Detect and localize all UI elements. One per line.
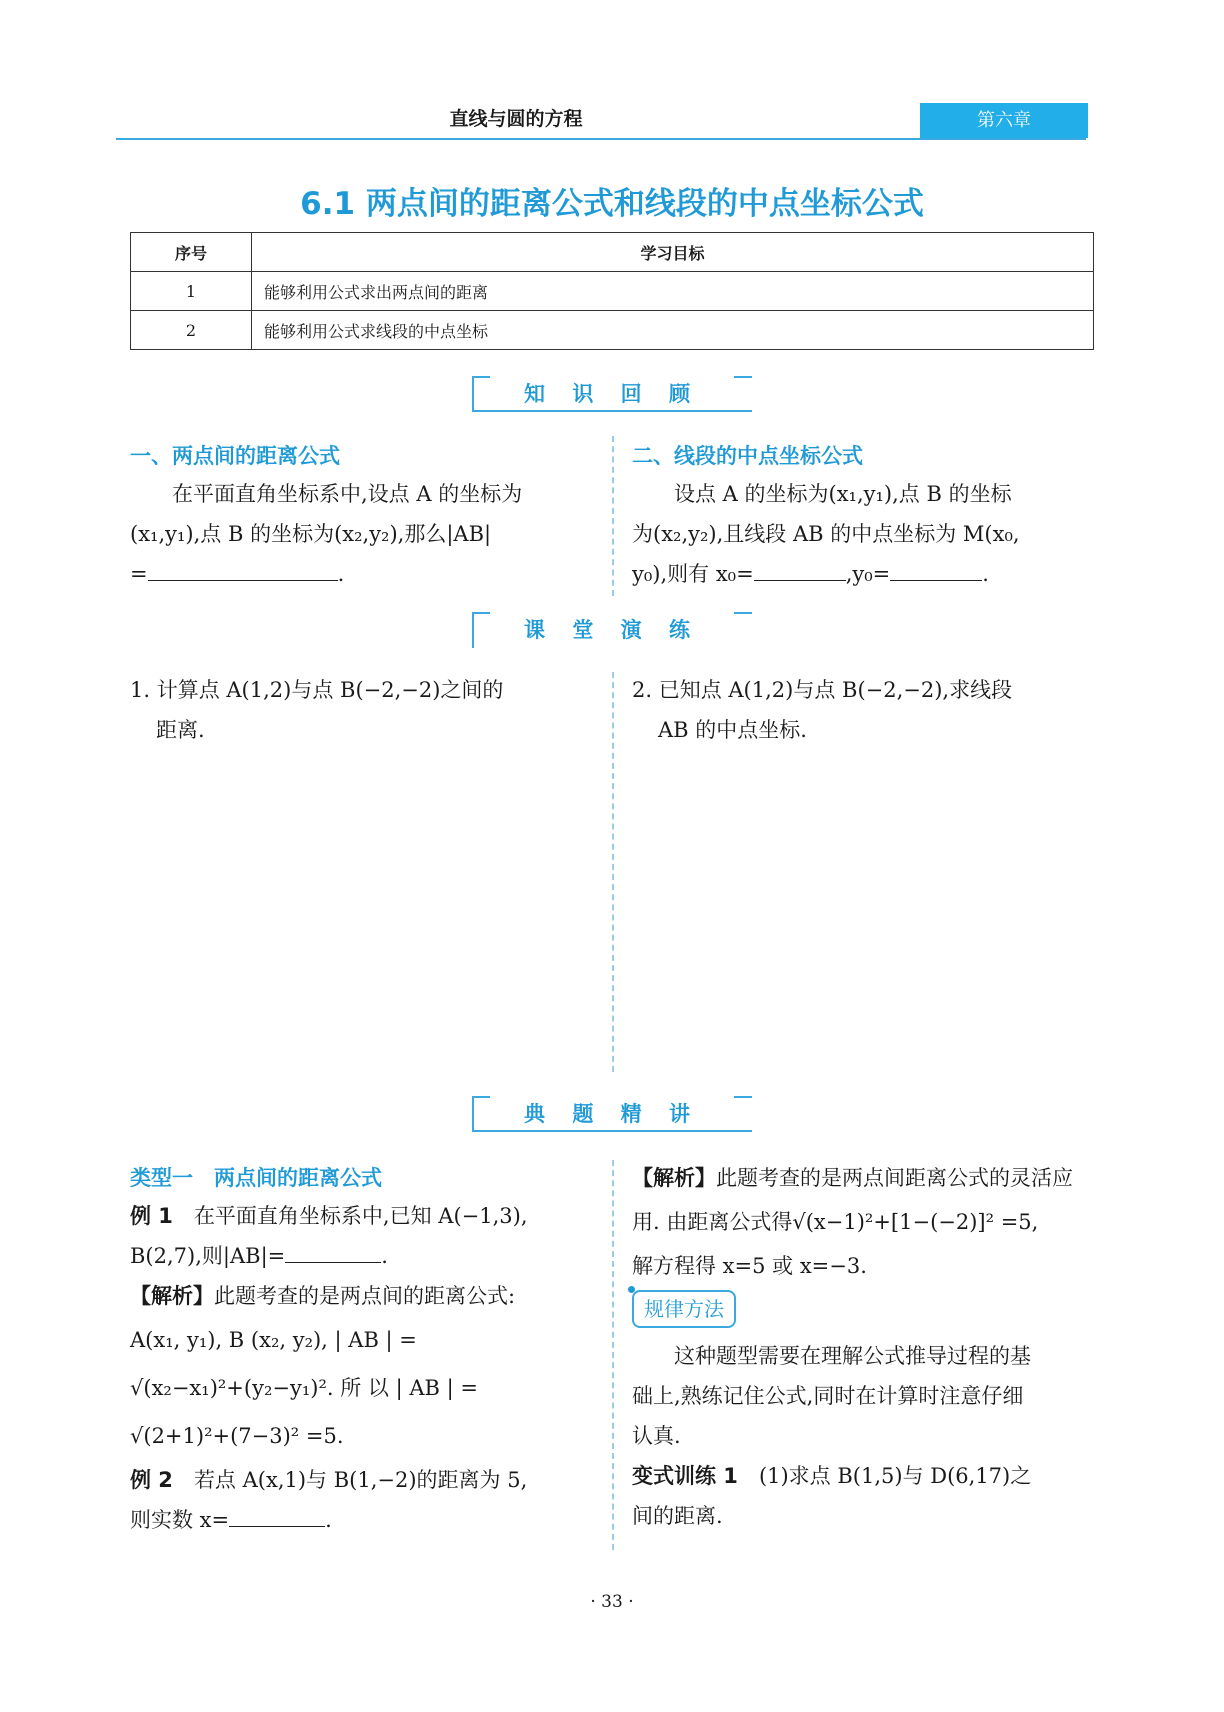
text-line: ,y₀= (845, 562, 891, 586)
answer-blank[interactable] (890, 554, 982, 581)
text-line: 这种题型需要在理解公式推导过程的基 (674, 1344, 1031, 1368)
analysis-label: 【解析】 (632, 1166, 716, 1190)
section-banner-label: 课 堂 演 练 (524, 618, 700, 642)
text-line: √(x₂−x₁)²+(y₂−y₁)². 所 以 | AB | = (130, 1376, 478, 1400)
example-label: 例 2 (130, 1468, 173, 1492)
text-line: AB 的中点坐标. (658, 718, 807, 742)
text-line: = (130, 562, 148, 586)
review-heading-midpoint: 二、线段的中点坐标公式 (632, 444, 863, 468)
text-line: 为(x₂,y₂),且线段 AB 的中点坐标为 M(x₀, (632, 522, 1020, 546)
column-header-goal: 学习目标 (252, 233, 1094, 272)
answer-blank[interactable] (148, 554, 338, 581)
rule-method-text (632, 1336, 1102, 1536)
text-line: 此题考查的是两点间的距离公式: (214, 1284, 516, 1308)
answer-blank[interactable] (285, 1236, 381, 1263)
text-line: y₀),则有 x₀= (632, 562, 754, 586)
text-line: 在平面直角坐标系中,已知 A(−1,3), (193, 1204, 528, 1228)
running-header-title: 直线与圆的方程 (449, 108, 583, 130)
section-banner-label: 典 题 精 讲 (524, 1102, 700, 1126)
column-divider (612, 436, 614, 596)
text-line: 设点 A 的坐标为(x₁,y₁),点 B 的坐标 (674, 482, 1012, 506)
table-row (131, 311, 1094, 350)
review-midpoint-text: 设点 A 的坐标为(x₁,y₁),点 B 的坐标 为(x₂,y₂),且线段 AB 的中点坐标为 M(x₀, y₀),则有 x₀= ,y₀= . (632, 482, 1020, 586)
text-line: 2. 已知点 A(1,2)与点 B(−2,−2),求线段 (632, 678, 1013, 702)
analysis-label: 【解析】 (130, 1284, 214, 1308)
answer-blank[interactable] (754, 554, 846, 581)
example-1: 例 1 在平面直角坐标系中,已知 A(−1,3), B(2,7),则|AB|= . 【解析】此题考查的是两点间的距离公式: A(x₁, y₁), B (x₂, y₂), | AB | = √(x₂−x₁)²+(y₂−y₁)². 所 以 | AB | = √(2+1)²+(7−3)² =5. 例 2 若点 A(x,1)与 B(1,−2)的距离为 5, 则实数 x= . (130, 1196, 600, 1540)
review-distance-text: 在平面直角坐标系中,设点 A 的坐标为 (x₁,y₁),点 B 的坐标为(x₂,y₂),那么|AB| = . (130, 482, 523, 586)
text-line: 在平面直角坐标系中,设点 A 的坐标为 (172, 482, 523, 506)
practice-question-2 (632, 670, 1102, 750)
text-line: 1. 计算点 A(1,2)与点 B(−2,−2)之间的 (130, 678, 504, 702)
text-line: 距离. (156, 718, 205, 742)
column-divider (612, 672, 614, 1072)
chapter-tab: 第六章 (920, 103, 1088, 138)
table-header-row (131, 233, 1094, 272)
section-banner-label: 知 识 回 顾 (524, 382, 700, 406)
text-line: 若点 A(x,1)与 B(1,−2)的距离为 5, (193, 1468, 528, 1492)
practice-question-1 (130, 670, 600, 750)
text-line: (1)求点 B(1,5)与 D(6,17)之 (758, 1464, 1032, 1488)
section-banner-review (472, 376, 752, 412)
text-line: 础上,熟练记住公式,同时在计算时注意仔细 (632, 1384, 1024, 1408)
row-goal: 能够利用公式求出两点间的距离 (252, 272, 1094, 311)
rule-method-tag: 规律方法 (632, 1290, 736, 1328)
row-goal: 能够利用公式求线段的中点坐标 (252, 311, 1094, 350)
text-line: 解方程得 x=5 或 x=−3. (632, 1254, 867, 1278)
page-number: · 33 · (590, 1592, 634, 1612)
text-line: 认真. (632, 1424, 681, 1448)
text-line: 则实数 x= (130, 1508, 230, 1532)
example-label: 例 1 (130, 1204, 173, 1228)
row-index: 1 (131, 272, 252, 311)
answer-blank[interactable] (229, 1500, 325, 1527)
column-divider (612, 1160, 614, 1550)
objectives-table (130, 232, 1094, 350)
text-line: 间的距离. (632, 1504, 723, 1528)
text-line: 此题考查的是两点间距离公式的灵活应 (716, 1166, 1073, 1190)
row-index: 2 (131, 311, 252, 350)
column-header-index: 序号 (131, 233, 252, 272)
example-2-analysis (632, 1158, 1102, 1286)
variant-label: 变式训练 1 (632, 1464, 738, 1488)
text-line: √(2+1)²+(7−3)² =5. (130, 1424, 344, 1448)
section-banner-examples (472, 1096, 752, 1132)
table-row (131, 272, 1094, 311)
review-heading-distance: 一、两点间的距离公式 (130, 444, 340, 468)
type-heading: 类型一 两点间的距离公式 (130, 1166, 382, 1190)
header-rule (116, 138, 1086, 140)
section-banner-practice (472, 612, 752, 648)
text-line: (x₁,y₁),点 B 的坐标为(x₂,y₂),那么|AB| (130, 522, 492, 546)
text-line: A(x₁, y₁), B (x₂, y₂), | AB | = (130, 1328, 417, 1352)
text-line: B(2,7),则|AB|= (130, 1244, 286, 1268)
page-title: 6.1 两点间的距离公式和线段的中点坐标公式 (300, 186, 924, 222)
text-line: 用. 由距离公式得√(x−1)²+[1−(−2)]² =5, (632, 1210, 1039, 1234)
